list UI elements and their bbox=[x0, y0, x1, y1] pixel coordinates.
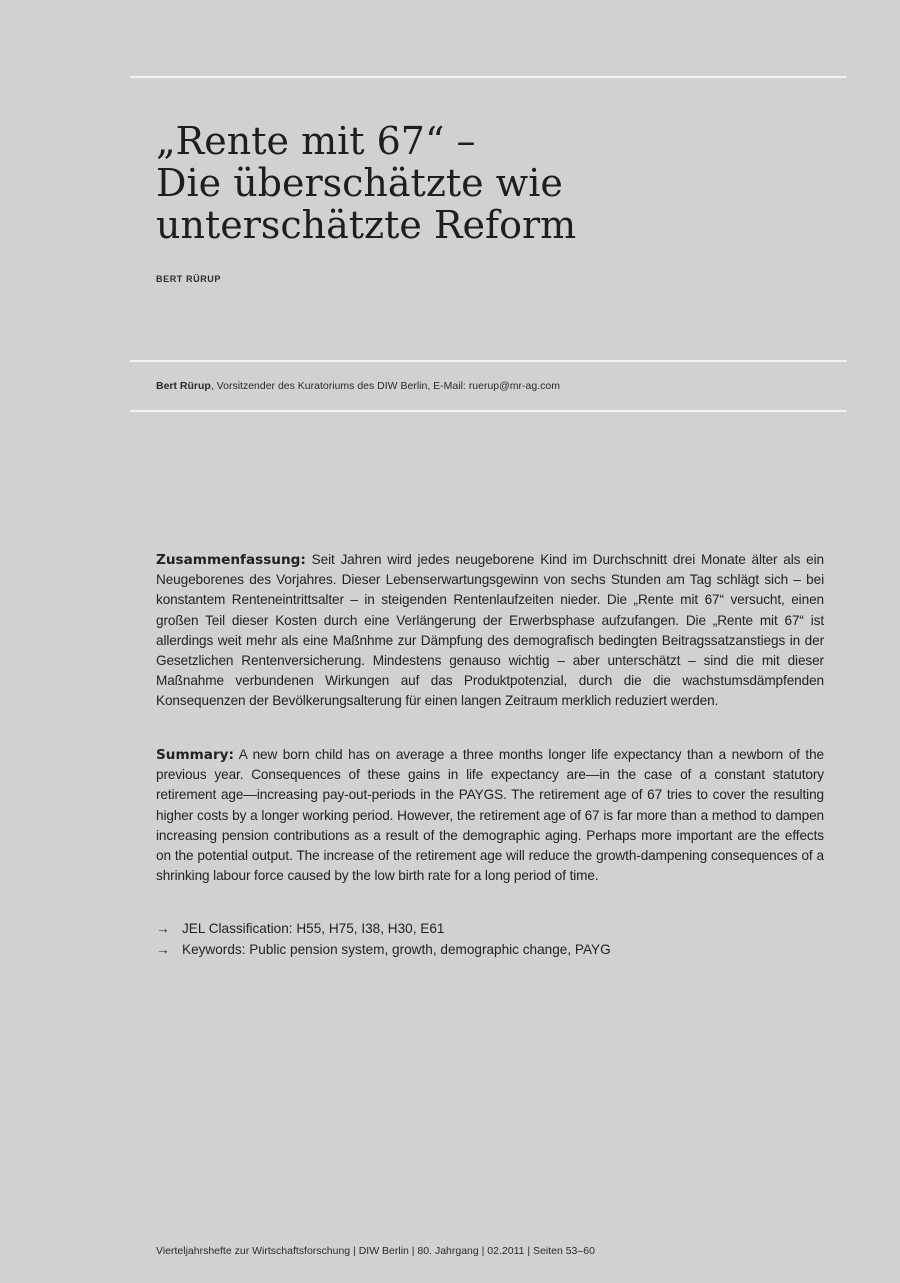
affiliation-author-name: Bert Rürup bbox=[156, 380, 211, 392]
affiliation-top-divider bbox=[130, 360, 847, 362]
top-divider bbox=[130, 76, 847, 78]
keywords bbox=[156, 939, 836, 960]
jel-text: JEL Classification: H55, H75, I38, H30, E61 bbox=[182, 921, 445, 936]
german-abstract-text: Seit Jahren wird jedes neugeborene Kind im Durchschnitt drei Monate älter als ein Neugeborenes des Vorjahres. Dieser Lebenserwartungsgewinn von sechs Stunden am Tag schlägt sich – bei konstantem Renteneintrittsalter – in steigenden Rentenlaufzeiten nieder. Die „Rente mit 67“ versucht, einen großen Teil dieser Kosten durch eine Verlängerung der Erwerbsphase aufzufangen. Die „Rente mit 67“ ist allerdings weit mehr als eine Maßnhme zur Dämpfung des demografisch bedingten Beitragssatzanstiegs in der Gesetzlichen Rentenversicherung. Mindestens genauso wichtig – aber unterschätzt – sind die mit dieser Maßnahme verbundenen Wirkungen auf das Produktpotenzial, durch die die wachstumsdämpfenden Konsequenzen der Bevölkerungsalterung für einen langen Zeitraum merklich reduziert werden. bbox=[156, 552, 824, 709]
title-line-1: „Rente mit 67“ – bbox=[156, 119, 476, 163]
title-line-3: unterschätzte Reform bbox=[156, 203, 577, 247]
german-abstract bbox=[156, 550, 824, 712]
english-abstract-label: Summary: bbox=[156, 747, 234, 763]
jel-classification bbox=[156, 918, 836, 939]
german-abstract-label: Zusammenfassung: bbox=[156, 552, 306, 568]
arrow-right-icon: → bbox=[156, 942, 170, 957]
english-abstract bbox=[156, 745, 824, 886]
article-title bbox=[156, 120, 836, 246]
affiliation-text: , Vorsitzender des Kuratoriums des DIW Berlin, E-Mail: ruerup@mr-ag.com bbox=[210, 380, 560, 392]
keywords-text: Keywords: Public pension system, growth, demographic change, PAYG bbox=[182, 942, 611, 957]
author-affiliation bbox=[156, 380, 560, 392]
arrow-right-icon: → bbox=[156, 921, 170, 936]
affiliation-bottom-divider bbox=[130, 410, 847, 412]
author-name: BERT RÜRUP bbox=[156, 274, 222, 284]
page-footer: Vierteljahrshefte zur Wirtschaftsforschung | DIW Berlin | 80. Jahrgang | 02.2011 | Seiten 53–60 bbox=[156, 1245, 595, 1257]
classification-list bbox=[156, 918, 836, 960]
english-abstract-text: A new born child has on average a three months longer life expectancy than a newborn of the previous year. Consequences of these gains in life expectancy are—in the case of a constant statutory retirement age—increasing pay-out-periods in the PAYGS. The retirement age of 67 tries to cover the resulting higher costs by a longer working period. However, the retirement age of 67 is far more than a method to dampen increasing pension contributions as a result of the demographic aging. Perhaps more important are the effects on the potential output. The increase of the retirement age will reduce the growth-dampening consequences of a shrinking labour force caused by the low birth rate for a long period of time. bbox=[156, 747, 824, 884]
title-line-2: Die überschätzte wie bbox=[156, 161, 563, 205]
